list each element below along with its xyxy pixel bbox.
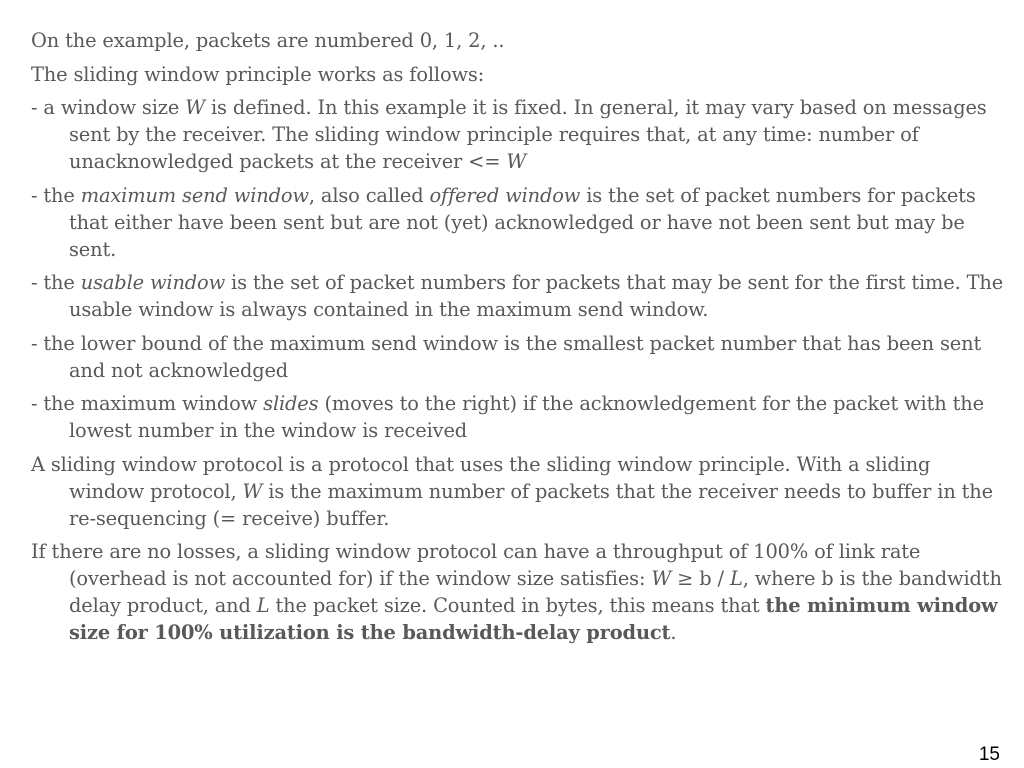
- text-run: - the maximum window: [31, 392, 264, 415]
- text-run: - a window size: [31, 96, 186, 119]
- italic-text-run: W: [185, 96, 205, 119]
- italic-text-run: L: [729, 567, 743, 590]
- italic-text-run: W: [651, 567, 672, 590]
- text-run: If there are no losses, a sliding window protocol can have a throughput of 100% of link rate (overhead is not accounted for) if the window size satisfies:: [31, 540, 921, 590]
- paragraph: [31, 61, 1011, 88]
- paragraph: [31, 27, 1011, 54]
- paragraph: [31, 182, 1011, 263]
- paragraph: [31, 330, 1011, 384]
- text-run: (moves to the right) if the acknowledgement for the packet with the lowest number in the window is received: [69, 392, 984, 442]
- text-run: ≥ b /: [671, 567, 730, 590]
- italic-text-run: maximum send window: [80, 183, 309, 207]
- text-run: On the example, packets are numbered 0, 1, 2, ..: [31, 29, 505, 52]
- text-run: the packet size. Counted in bytes, this means that: [269, 594, 766, 617]
- paragraph: [31, 269, 1011, 323]
- italic-text-run: offered window: [429, 183, 581, 207]
- italic-text-run: W: [242, 479, 263, 503]
- text-run: - the: [31, 183, 81, 207]
- italic-text-run: slides: [263, 392, 319, 415]
- paragraph: [31, 451, 1011, 532]
- text-run: - the: [31, 271, 81, 294]
- text-run: is defined. In this example it is fixed. In general, it may vary based on messages sent by the receiver. The sliding window principle requires that, at any time: number of unacknowledged packets at the receiver <=: [69, 96, 987, 173]
- italic-text-run: W: [506, 150, 527, 173]
- slide-body: [31, 27, 1011, 653]
- text-run: is the set of packet numbers for packets that either have been sent but are not (yet) acknowledged or have not been sent but may be sent.: [69, 183, 976, 261]
- text-run: The sliding window principle works as follows:: [31, 62, 485, 86]
- italic-text-run: usable window: [80, 271, 226, 294]
- text-run: , also called: [308, 183, 430, 207]
- italic-text-run: L: [256, 594, 270, 617]
- text-run: is the set of packet numbers for packets that may be sent for the first time. The usable window is always contained in the maximum send window.: [69, 271, 1004, 321]
- paragraph: [31, 94, 1011, 175]
- text-run: - the lower bound of the maximum send window is the smallest packet number that has been sent and not acknowledged: [31, 331, 982, 382]
- page-number: 15: [978, 744, 1000, 765]
- paragraph: [31, 538, 1011, 646]
- text-run: is the maximum number of packets that the receiver needs to buffer in the re-sequencing (= receive) buffer.: [69, 479, 993, 530]
- text-run: .: [670, 621, 677, 644]
- text-run: A sliding window protocol is a protocol that uses the sliding window principle. With a sliding window protocol,: [31, 452, 931, 503]
- bold-text-run: the minimum window size for 100% utilization is the bandwidth-delay product: [69, 594, 998, 644]
- text-run: , where b is the bandwidth delay product, and: [69, 567, 1002, 617]
- paragraph: [31, 390, 1011, 444]
